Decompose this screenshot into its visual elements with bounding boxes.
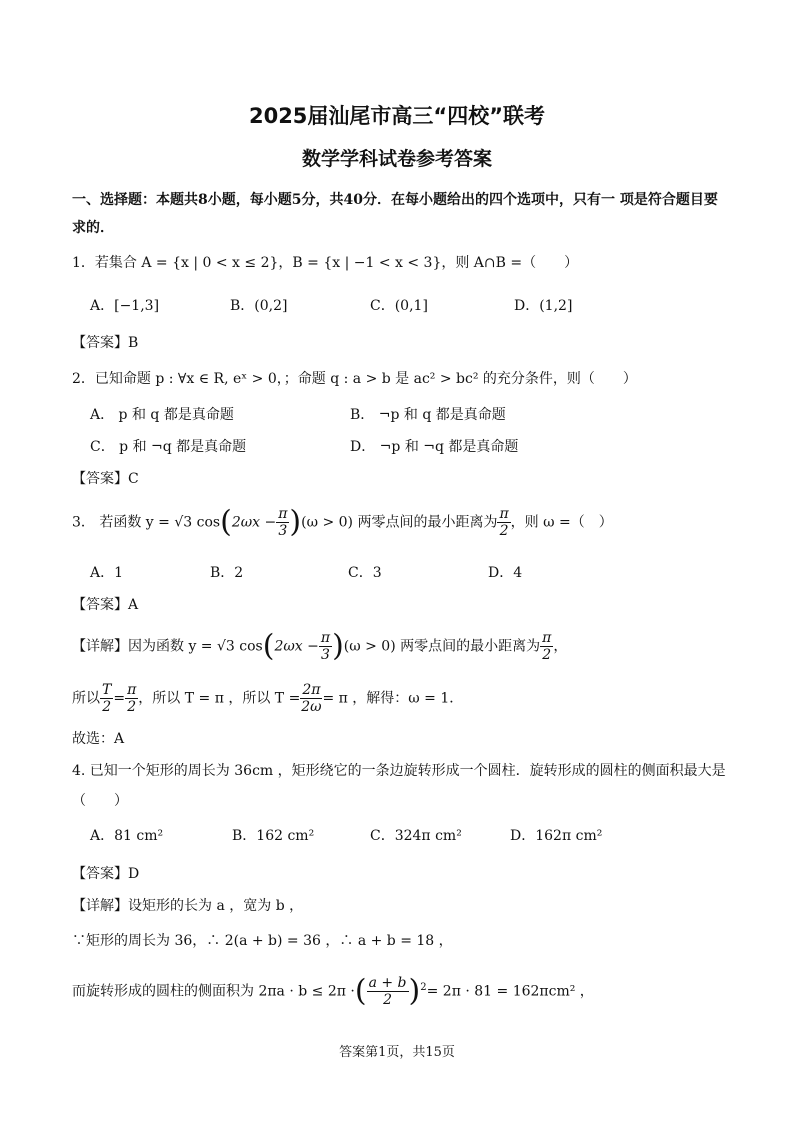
q4-option-c: C．324π cm² — [370, 828, 462, 844]
q4-detail-line3: 而旋转形成的圆柱的侧面积为 2πa · b ≤ 2π ·( $\frac{a + b}{2}$ )$^2$= 2π · 81 = 162πcm² ， — [72, 973, 594, 1009]
q3-stem-inner: 2ωx − — [231, 514, 277, 531]
q3-detail-line1: 【详解】因为函数 y = √3 cos(2ωx − $\frac{\pi}{3}$ )(ω > 0) 两零点间的最小距离为 $\frac{\pi}{2}$ ， — [72, 628, 568, 664]
q3-stem-pre: 3． 若函数 y = √3 cos — [72, 514, 221, 531]
q1-answer: 【答案】B — [72, 335, 139, 351]
q2-option-b: B． ¬p 和 q 都是真命题 — [350, 407, 506, 423]
q3-stem-end: ，则 ω =（ ） — [510, 514, 613, 531]
page-title: 2025届汕尾市高三“四校”联考 — [248, 104, 546, 128]
q3-option-d: D．4 — [488, 565, 523, 581]
q3-answer: 【答案】A — [72, 597, 139, 613]
question-1-stem: 1．若集合 A = {x | 0 < x ≤ 2}，B = {x | −1 < x < 3}，则 A∩B =（ ） — [72, 255, 579, 271]
section-heading: 一、选择题：本题共8小题，每小题5分，共40分．在每小题给出的四个选项中，只有一 项是符合题目要求的． — [72, 192, 718, 236]
q4-answer: 【答案】D — [72, 866, 140, 882]
q4-option-d: D．162π cm² — [510, 828, 603, 844]
q1-option-c: C．(0,1] — [370, 298, 428, 314]
q2-option-d: D． ¬p 和 ¬q 都是真命题 — [350, 439, 519, 455]
q1-option-d: D．(1,2] — [514, 298, 573, 314]
question-4-stem-cont: （ ） — [72, 793, 128, 809]
q2-option-a: A． p 和 q 都是真命题 — [90, 407, 234, 423]
paren-open: ( — [220, 504, 232, 540]
q2-option-c: C． p 和 ¬q 都是真命题 — [90, 439, 247, 455]
question-2-stem: 2．已知命题 p : ∀x ∈ R, eˣ > 0，；命题 q : a > b 是 ac² > bc² 的充分条件，则（ ） — [72, 371, 637, 387]
q1-option-a: A．[−1,3] — [90, 298, 160, 314]
page-footer: 答案第1页，共15页 — [339, 1045, 455, 1060]
q3-fraction: $\frac{\pi}{3}$ — [278, 506, 288, 539]
question-3-stem — [72, 506, 613, 539]
paren-close: ) — [289, 504, 302, 540]
q3-detail-line2: 所以 $\frac{T}{2}$ = $\frac{\pi}{2}$ ，所以 T = π ，所以 T = $\frac{2\pi}{2\omega}$ = π ，解得：ω = 1． — [72, 682, 464, 715]
page-subtitle: 数学学科试卷参考答案 — [301, 148, 492, 170]
q4-option-b: B．162 cm² — [232, 828, 315, 844]
q3-conclusion: 故选：A — [72, 731, 125, 747]
q3-option-b: B．2 — [210, 565, 244, 581]
question-4-stem: 4. 已知一个矩形的周长为 36cm ，矩形绕它的一条边旋转形成一个圆柱．旋转形成的圆柱的侧面积最大是 — [72, 763, 726, 779]
q4-option-a: A．81 cm² — [90, 828, 164, 844]
q3-option-a: A．1 — [90, 565, 124, 581]
q1-option-b: B．(0,2] — [230, 298, 288, 314]
q2-answer: 【答案】C — [72, 471, 139, 487]
q3-stem-mid: (ω > 0) 两零点间的最小距离为 — [301, 514, 498, 531]
q4-detail-line2: ∵矩形的周长为 36，∴ 2(a + b) = 36 ，∴ a + b = 18 ， — [72, 933, 453, 949]
q3-option-c: C．3 — [348, 565, 382, 581]
q3-distance-fraction: $\frac{\pi}{2}$ — [499, 506, 509, 539]
q4-detail-line1: 【详解】设矩形的长为 a ，宽为 b ， — [72, 898, 304, 914]
